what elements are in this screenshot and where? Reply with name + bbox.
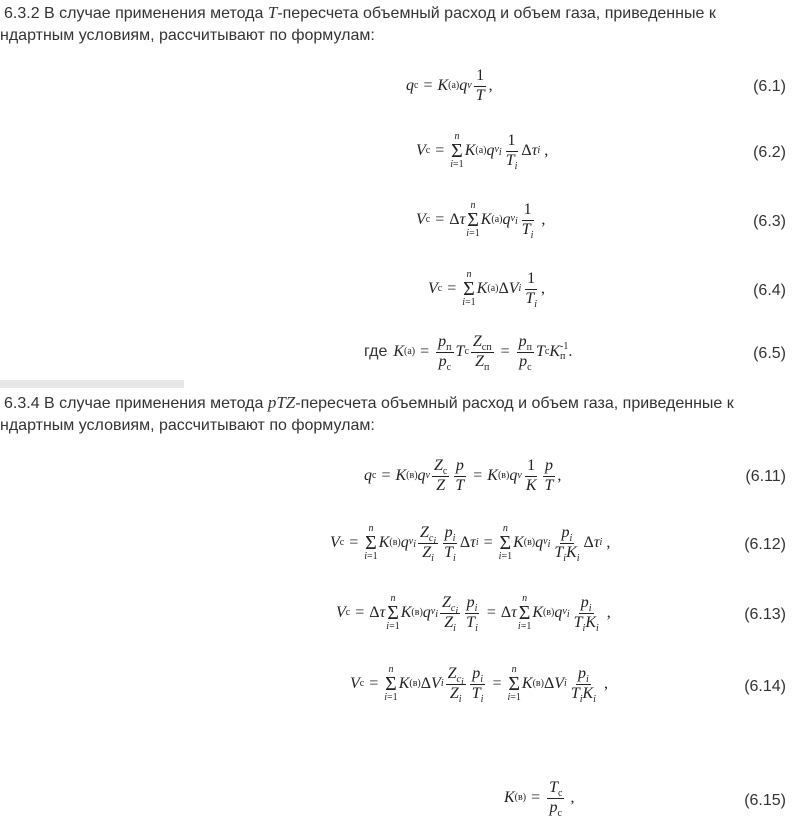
equation-number: (6.12) — [744, 536, 786, 553]
paragraph-text: -пересчета объемный расход и объем газа, приведенные к — [277, 5, 716, 22]
formula-6-11: q с = K (в) q ν $\frac{Z_с}{Z}$ $\frac{p}{T}$ = K (в) q ν $\frac{1}{K}$ $\frac{p}{T}$ , — [364, 457, 562, 494]
equation-number: (6.11) — [745, 468, 786, 485]
equation-number: (6.1) — [753, 78, 786, 95]
equation-number: (6.15) — [744, 792, 786, 809]
paragraph-text: В случае применения метода — [44, 395, 264, 412]
paragraph-text: В случае применения метода — [44, 5, 264, 22]
formula-prefix: где — [364, 343, 388, 361]
equation-number: (6.13) — [744, 606, 786, 623]
equation-number: (6.2) — [753, 144, 786, 161]
equation-number: (6.3) — [753, 213, 786, 230]
paragraph-text: ндартным условиям, рассчитывают по формулам: — [0, 27, 375, 44]
formula-6-2: V с = n Σ i=1 K (а) q $\nu_i$ $\frac{1}{T_i}$ Δ τ i , — [416, 131, 549, 172]
formula-6-1: q с = K (а) q ν $\frac{1}{T}$ , — [406, 67, 493, 104]
formula-6-15: K (в) = $\frac{T_с}{p_с}$ , — [504, 779, 575, 819]
paragraph-text: -пересчета объемный расход и объем газа, приведенные к — [295, 395, 734, 412]
formula-6-4: V с = n Σ i=1 K (а) Δ V i $\frac{1}{T_i}$ , — [428, 269, 546, 310]
formula-6-12: V с = n Σ i=1 K (в) q $\nu_i$ $\frac{Z_{c_i}}{Z_i}$ $\frac{p_i}{T_i}$ Δ τ i = n Σ i=1 K (в) q $\nu_i$ $\frac{p_i}{T_iK_i}$ Δ τ i , — [330, 523, 611, 564]
equation-number: (6.5) — [753, 345, 786, 362]
equation-number: (6.14) — [744, 678, 786, 695]
section-number: 6.3.4 — [4, 395, 40, 412]
formula-6-14: V с = n Σ i=1 K (в) Δ V i $\frac{Z_{c_i}}{Z_i}$ $\frac{p_i}{T_i}$ = n Σ i=1 K (в) Δ V i $\frac{p_i}{T_iK_i}$ , — [350, 664, 608, 705]
gray-divider — [0, 380, 184, 388]
section-number: 6.3.2 — [4, 5, 40, 22]
formula-6-3: V с = Δ τ n Σ i=1 K (а) q $\nu_i$ $\frac{1}{T_i}$ , — [416, 200, 546, 241]
method-symbol: T — [267, 3, 278, 22]
formula-6-13: V с = Δ τ n Σ i=1 K (в) q $\nu_i$ $\frac{Z_{c_i}}{Z_i}$ $\frac{p_i}{T_i}$ = Δ τ n Σ i=1 K (в) q $\nu_i$ $\frac{p_i}{T_iK_i}$ , — [336, 593, 611, 634]
paragraph-6-3-2 — [0, 2, 796, 47]
equation-number: (6.4) — [753, 282, 786, 299]
formula-6-5: где K (а) = $\frac{p_п}{p_с}$ T с $\frac{Z_{сп}}{Z_п}$ = $\frac{p_п}{p_с}$ T с K -1 п . — [364, 333, 573, 373]
paragraph-text: ндартным условиям, рассчитывают по формулам: — [0, 417, 375, 434]
method-symbol: pTZ — [267, 393, 296, 412]
paragraph-6-3-4 — [0, 392, 796, 437]
